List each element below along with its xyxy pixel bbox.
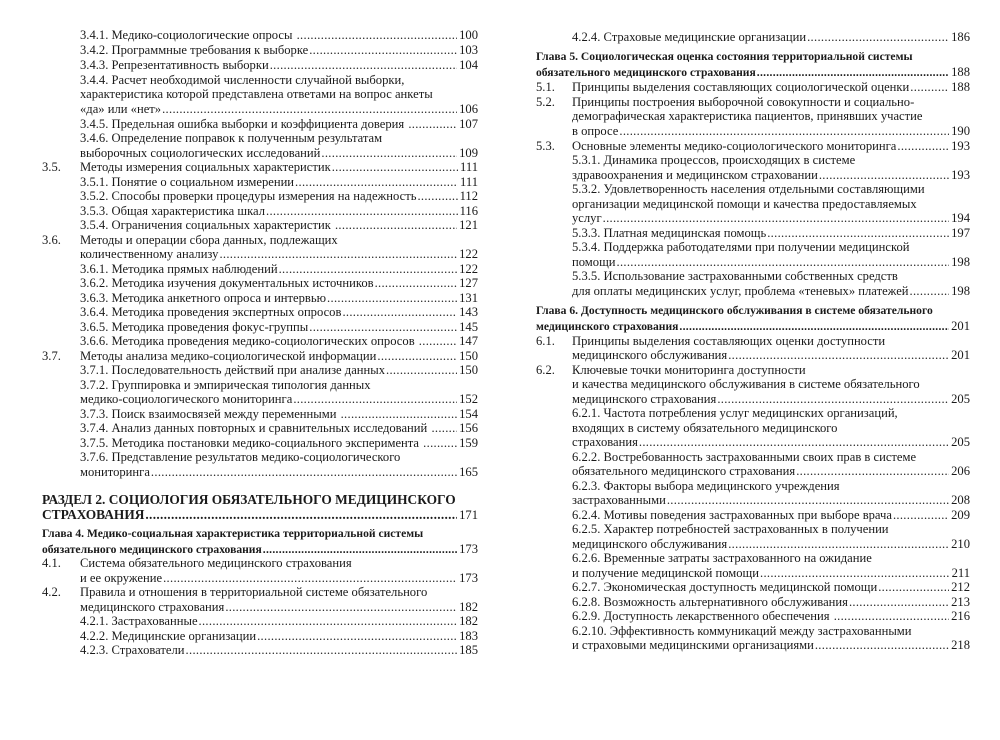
toc-entry-6-2-5-line1: 6.2.5. Характер потребностей застрахованных в получении xyxy=(572,522,889,536)
toc-entry-4-2-4[interactable]: 4.2.4. Страховые медицинские организации ..... 186 xyxy=(572,30,970,44)
page-number: 122 xyxy=(459,262,478,276)
page-number: 193 xyxy=(951,139,970,153)
page-number: 194 xyxy=(951,211,970,225)
toc-entry-6-2-1-line1: 6.2.1. Частота потребления услуг медицинских организаций, xyxy=(572,406,898,420)
page-number: 198 xyxy=(951,284,970,298)
toc-entry-3-7[interactable]: Методы анализа медико-социологической информации ..... 150 xyxy=(80,349,478,363)
toc-entry-3-4-3[interactable]: 3.4.3. Репрезентативность выборки ..... 104 xyxy=(80,58,478,72)
toc-entry-3-6-1[interactable]: 3.6.1. Методика прямых наблюдений ..... 122 xyxy=(80,262,478,276)
page-number: 211 xyxy=(951,566,970,580)
toc-entry-5-3-2[interactable]: услуг ..... 194 xyxy=(572,211,970,225)
toc-entry-3-5-1[interactable]: 3.5.1. Понятие о социальном измерении ..... 111 xyxy=(80,175,478,189)
toc-entry-4-2-2[interactable]: 4.2.2. Медицинские организации ..... 183 xyxy=(80,629,478,643)
page-number: 173 xyxy=(459,571,478,585)
toc-entry-5-3-4[interactable]: помощи ..... 198 xyxy=(572,255,970,269)
section-number: 6.2. xyxy=(536,363,555,377)
page-number: 127 xyxy=(459,276,478,290)
section-number: 3.7. xyxy=(42,349,61,363)
toc-entry-3-6-5[interactable]: 3.6.5. Методика проведения фокус-группы ..... 145 xyxy=(80,320,478,334)
page-number: 209 xyxy=(951,508,970,522)
toc-entry-6-1-line1: Принципы выделения составляющих оценки доступности xyxy=(572,334,886,348)
toc-entry-5-3-5[interactable]: для оплаты медицинских услуг, проблема «теневых» платежей ..... 198 xyxy=(572,284,970,298)
toc-entry-3-4-4[interactable]: «да» или «нет» ..... 106 xyxy=(80,102,478,116)
toc-entry-6-2-7[interactable]: 6.2.7. Экономическая доступность медицинской помощи ..... 212 xyxy=(572,580,970,594)
toc-entry-5-3-2-line1: 5.3.2. Удовлетворенность населения отдельными составляющими xyxy=(572,182,925,196)
toc-entry-6-2-3[interactable]: застрахованными ..... 208 xyxy=(572,493,970,507)
page-number: 201 xyxy=(951,348,970,362)
page-number: 145 xyxy=(459,320,478,334)
toc-entry-6-2-10[interactable]: и страховыми медицинскими организациями ..... 218 xyxy=(572,638,970,652)
toc-entry-4-2-3[interactable]: 4.2.3. Страхователи ..... 185 xyxy=(80,643,478,657)
page-number: 183 xyxy=(459,629,478,643)
page-number: 198 xyxy=(951,255,970,269)
toc-entry-3-4-4-line2: характеристика которой представлена ответами на вопрос анкеты xyxy=(80,87,433,101)
toc-entry-3-4-5[interactable]: 3.4.5. Предельная ошибка выборки и коэффициента доверия ..... 107 xyxy=(80,117,478,131)
toc-entry-4-2-line1: Правила и отношения в территориальной системе обязательного xyxy=(80,585,428,599)
toc-entry-6-2-2-line1: 6.2.2. Востребованность застрахованными своих прав в системе xyxy=(572,450,917,464)
section-number: 4.1. xyxy=(42,556,61,570)
toc-entry-3-5-4[interactable]: 3.5.4. Ограничения социальных характеристик ..... 121 xyxy=(80,218,478,232)
toc-entry-6-2-10-line1: 6.2.10. Эффективность коммуникаций между застрахованными xyxy=(572,624,912,638)
toc-entry-3-5[interactable]: Методы измерения социальных характеристик ..... 111 xyxy=(80,160,478,174)
page-number: 103 xyxy=(459,43,478,57)
page-number: 205 xyxy=(951,435,970,449)
toc-entry-6-2-8[interactable]: 6.2.8. Возможность альтернативного обслуживания ..... 213 xyxy=(572,595,970,609)
toc-entry-3-7-6[interactable]: мониторинга ..... 165 xyxy=(80,465,478,479)
toc-entry-5-3-3[interactable]: 5.3.3. Платная медицинская помощь ..... 197 xyxy=(572,226,970,240)
toc-entry-6-2-6-line1: 6.2.6. Временные затраты застрахованного на ожидание xyxy=(572,551,872,565)
section-number: 5.1. xyxy=(536,80,555,94)
toc-entry-3-6-line1: Методы и операции сбора данных, подлежащих xyxy=(80,233,338,247)
page-number: 212 xyxy=(951,580,970,594)
page-number: 186 xyxy=(951,30,970,44)
toc-entry-6-2-4[interactable]: 6.2.4. Мотивы поведения застрахованных при выборе врача ..... 209 xyxy=(572,508,970,522)
chapter-4-title-line1: Глава 4. Медико-социальная характеристика территориальной системы xyxy=(42,527,424,540)
page-number: 216 xyxy=(951,609,970,623)
page-number: 185 xyxy=(459,643,478,657)
page-number: 205 xyxy=(951,392,970,406)
page-number: 106 xyxy=(459,102,478,116)
page-number: 150 xyxy=(459,349,478,363)
toc-entry-5-3[interactable]: Основные элементы медико-социологического мониторинга ..... 193 xyxy=(572,139,970,153)
toc-entry-6-2-5[interactable]: медицинского обслуживания ..... 210 xyxy=(572,537,970,551)
toc-entry-3-6-4[interactable]: 3.6.4. Методика проведения экспертных опросов ..... 143 xyxy=(80,305,478,319)
page-number: 171 xyxy=(459,508,478,522)
section-number: 4.2. xyxy=(42,585,61,599)
page-number: 156 xyxy=(459,421,478,435)
toc-entry-3-4-6-line1: 3.4.6. Определение поправок к полученным результатам xyxy=(80,131,383,145)
toc-entry-3-7-6-line1: 3.7.6. Представление результатов медико-социологического xyxy=(80,450,401,464)
chapter-6-title-line1: Глава 6. Доступность медицинского обслуживания в системе обязательного xyxy=(536,304,933,317)
toc-entry-5-3-5-line1: 5.3.5. Использование застрахованными собственных средств xyxy=(572,269,898,283)
page-number: 208 xyxy=(951,493,970,507)
toc-entry-6-1[interactable]: медицинского обслуживания ..... 201 xyxy=(572,348,970,362)
page-number: 182 xyxy=(459,614,478,628)
section-number: 3.6. xyxy=(42,233,61,247)
toc-entry-3-5-3[interactable]: 3.5.3. Общая характеристика шкал ..... 116 xyxy=(80,204,478,218)
toc-entry-5-3-1-line1: 5.3.1. Динамика процессов, происходящих в системе xyxy=(572,153,856,167)
page-number: 190 xyxy=(951,124,970,138)
page-number: 218 xyxy=(951,638,970,652)
toc-entry-4-2[interactable]: медицинского страхования ..... 182 xyxy=(80,600,478,614)
toc-entry-5-2-line1: Принципы построения выборочной совокупности и социально- xyxy=(572,95,915,109)
page-number: 206 xyxy=(951,464,970,478)
page-number: 131 xyxy=(459,291,478,305)
toc-entry-3-7-3[interactable]: 3.7.3. Поиск взаимосвязей между переменными ..... 154 xyxy=(80,407,478,421)
section-number: 5.3. xyxy=(536,139,555,153)
page-number: 159 xyxy=(459,436,478,450)
toc-entry-3-4-6[interactable]: выборочных социологических исследований ..... 109 xyxy=(80,146,478,160)
part-2-title-line1: РАЗДЕЛ 2. СОЦИОЛОГИЯ ОБЯЗАТЕЛЬНОГО МЕДИЦИНСКОГО xyxy=(42,492,456,507)
toc-entry-3-7-2-line1: 3.7.2. Группировка и эмпирическая типология данных xyxy=(80,378,371,392)
toc-entry-3-7-2[interactable]: медико-социологического мониторинга ..... 152 xyxy=(80,392,478,406)
page-number: 165 xyxy=(459,465,478,479)
section-number: 6.1. xyxy=(536,334,555,348)
toc-entry-4-1-line1: Система обязательного медицинского страхования xyxy=(80,556,352,570)
toc-entry-part-2[interactable]: СТРАХОВАНИЯ ..... 171 xyxy=(42,508,478,522)
toc-entry-chapter-4[interactable]: обязательного медицинского страхования ..... 173 xyxy=(42,542,478,557)
page-number: 111 xyxy=(460,160,478,174)
chapter-5-title-line1: Глава 5. Социологическая оценка состояния территориальной системы xyxy=(536,50,913,63)
toc-entry-5-3-4-line1: 5.3.4. Поддержка работодателями при получении медицинской xyxy=(572,240,910,254)
page-number: 116 xyxy=(459,204,478,218)
page-number: 197 xyxy=(951,226,970,240)
toc-entry-6-2[interactable]: медицинского страхования ..... 205 xyxy=(572,392,970,406)
page-number: 154 xyxy=(459,407,478,421)
toc-entry-3-4-1[interactable]: 3.4.1. Медико-социологические опросы ..... 100 xyxy=(80,28,478,42)
toc-entry-6-2-3-line1: 6.2.3. Факторы выбора медицинского учреждения xyxy=(572,479,840,493)
page-number: 122 xyxy=(459,247,478,261)
toc-entry-5-1[interactable]: Принципы выделения составляющих социологической оценки ..... 188 xyxy=(572,80,970,94)
toc-entry-5-2-line2: демографическая характеристика пациентов, принявших участие xyxy=(572,109,923,123)
toc-entry-6-2-1-line2: входящих в систему обязательного медицинского xyxy=(572,421,838,435)
toc-entry-3-4-2[interactable]: 3.4.2. Программные требования к выборке ..... 103 xyxy=(80,43,478,57)
toc-entry-6-2-6[interactable]: и получение медицинской помощи ..... 211 xyxy=(572,566,970,580)
page-number: 107 xyxy=(459,117,478,131)
page-number: 100 xyxy=(459,28,478,42)
toc-entry-6-2-9[interactable]: 6.2.9. Доступность лекарственного обеспечения ..... 216 xyxy=(572,609,970,623)
toc-entry-3-6-6[interactable]: 3.6.6. Методика проведения медико-социологических опросов ..... 147 xyxy=(80,334,478,348)
page-number: 152 xyxy=(459,392,478,406)
toc-entry-4-2-1[interactable]: 4.2.1. Застрахованные ..... 182 xyxy=(80,614,478,628)
toc-entry-6-2-1[interactable]: страхования ..... 205 xyxy=(572,435,970,449)
page-number: 111 xyxy=(460,175,478,189)
toc-entry-6-2-2[interactable]: обязательного медицинского страхования ..... 206 xyxy=(572,464,970,478)
toc-entry-4-1[interactable]: и ее окружение ..... 173 xyxy=(80,571,478,585)
page-number: 121 xyxy=(459,218,478,232)
page-number: 193 xyxy=(951,168,970,182)
toc-entry-chapter-5[interactable]: обязательного медицинского страхования ..... 188 xyxy=(536,65,970,80)
section-number: 3.5. xyxy=(42,160,61,174)
page-number: 182 xyxy=(459,600,478,614)
toc-entry-5-3-2-line2: организации медицинской помощи и качества предоставляемых xyxy=(572,197,917,211)
toc-entry-6-2-line1: Ключевые точки мониторинга доступности xyxy=(572,363,806,377)
section-number: 5.2. xyxy=(536,95,555,109)
toc-entry-3-5-2[interactable]: 3.5.2. Способы проверки процедуры измерения на надежность ..... 112 xyxy=(80,189,478,203)
toc-entry-3-7-5[interactable]: 3.7.5. Методика постановки медико-социального эксперимента ..... 159 xyxy=(80,436,478,450)
page-number: 112 xyxy=(459,189,478,203)
toc-entry-3-7-4[interactable]: 3.7.4. Анализ данных повторных и сравнительных исследований ..... 156 xyxy=(80,421,478,435)
page-number: 104 xyxy=(459,58,478,72)
toc-entry-5-3-1[interactable]: здравоохранения и медицинском страховании ..... 193 xyxy=(572,168,970,182)
page-number: 143 xyxy=(459,305,478,319)
page-number: 210 xyxy=(951,537,970,551)
toc-entry-3-7-1[interactable]: 3.7.1. Последовательность действий при анализе данных ..... 150 xyxy=(80,363,478,377)
toc-entry-3-6[interactable]: количественному анализу ..... 122 xyxy=(80,247,478,261)
toc-entry-chapter-6[interactable]: медицинского страхования ..... 201 xyxy=(536,319,970,334)
page-number: 188 xyxy=(951,80,970,94)
page-number: 173 xyxy=(459,542,478,556)
page-number: 201 xyxy=(951,319,970,333)
toc-entry-3-6-3[interactable]: 3.6.3. Методика анкетного опроса и интервью ..... 131 xyxy=(80,291,478,305)
toc-entry-3-6-2[interactable]: 3.6.2. Методика изучения документальных источников ..... 127 xyxy=(80,276,478,290)
toc-entry-5-2[interactable]: в опросе ..... 190 xyxy=(572,124,970,138)
toc-entry-3-4-4-line1: 3.4.4. Расчет необходимой численности случайной выборки, xyxy=(80,73,405,87)
page-number: 147 xyxy=(459,334,478,348)
page-number: 188 xyxy=(951,65,970,79)
toc-entry-6-2-line2: и качества медицинского обслуживания в системе обязательного xyxy=(572,377,920,391)
page-number: 150 xyxy=(459,363,478,377)
page-number: 213 xyxy=(951,595,970,609)
page-number: 109 xyxy=(459,146,478,160)
